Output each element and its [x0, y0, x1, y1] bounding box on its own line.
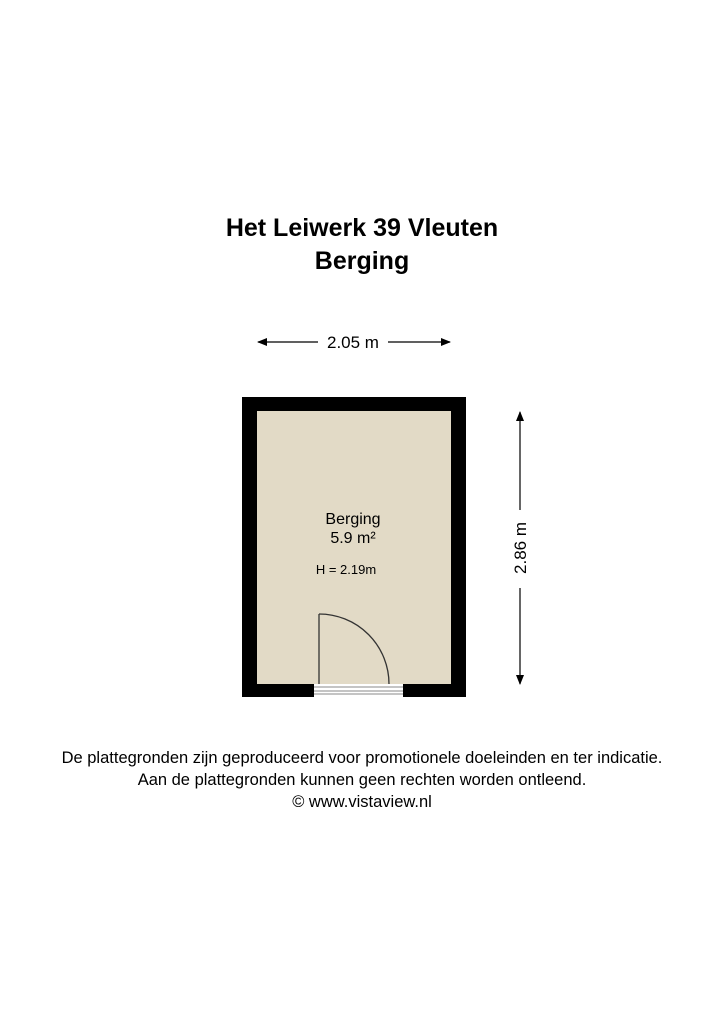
- disclaimer-line-2: Aan de plattegronden kunnen geen rechten worden ontleend.: [137, 771, 587, 789]
- wall-right: [451, 397, 466, 697]
- depth-dimension-label: 2.86 m: [511, 522, 530, 574]
- room-floor: [257, 411, 451, 684]
- page-title: Het Leiwerk 39 Vleuten: [225, 214, 499, 242]
- width-dimension: [258, 333, 450, 352]
- room-name-label: Berging: [325, 511, 381, 528]
- wall-left: [242, 397, 257, 697]
- disclaimer-line-1: De plattegronden zijn geproduceerd voor promotionele doeleinden en ter indicatie.: [61, 749, 663, 767]
- wall-bottom-right: [403, 684, 466, 697]
- copyright-line: © www.vistaview.nl: [292, 793, 432, 811]
- wall-bottom-left: [242, 684, 314, 697]
- room-height-label: H = 2.19m: [315, 562, 377, 577]
- page-subtitle: Berging: [314, 247, 410, 275]
- depth-dimension: [511, 412, 530, 684]
- width-dimension-label: 2.05 m: [327, 333, 379, 352]
- room-area-label: 5.9 m²: [330, 530, 376, 547]
- wall-top: [242, 397, 466, 411]
